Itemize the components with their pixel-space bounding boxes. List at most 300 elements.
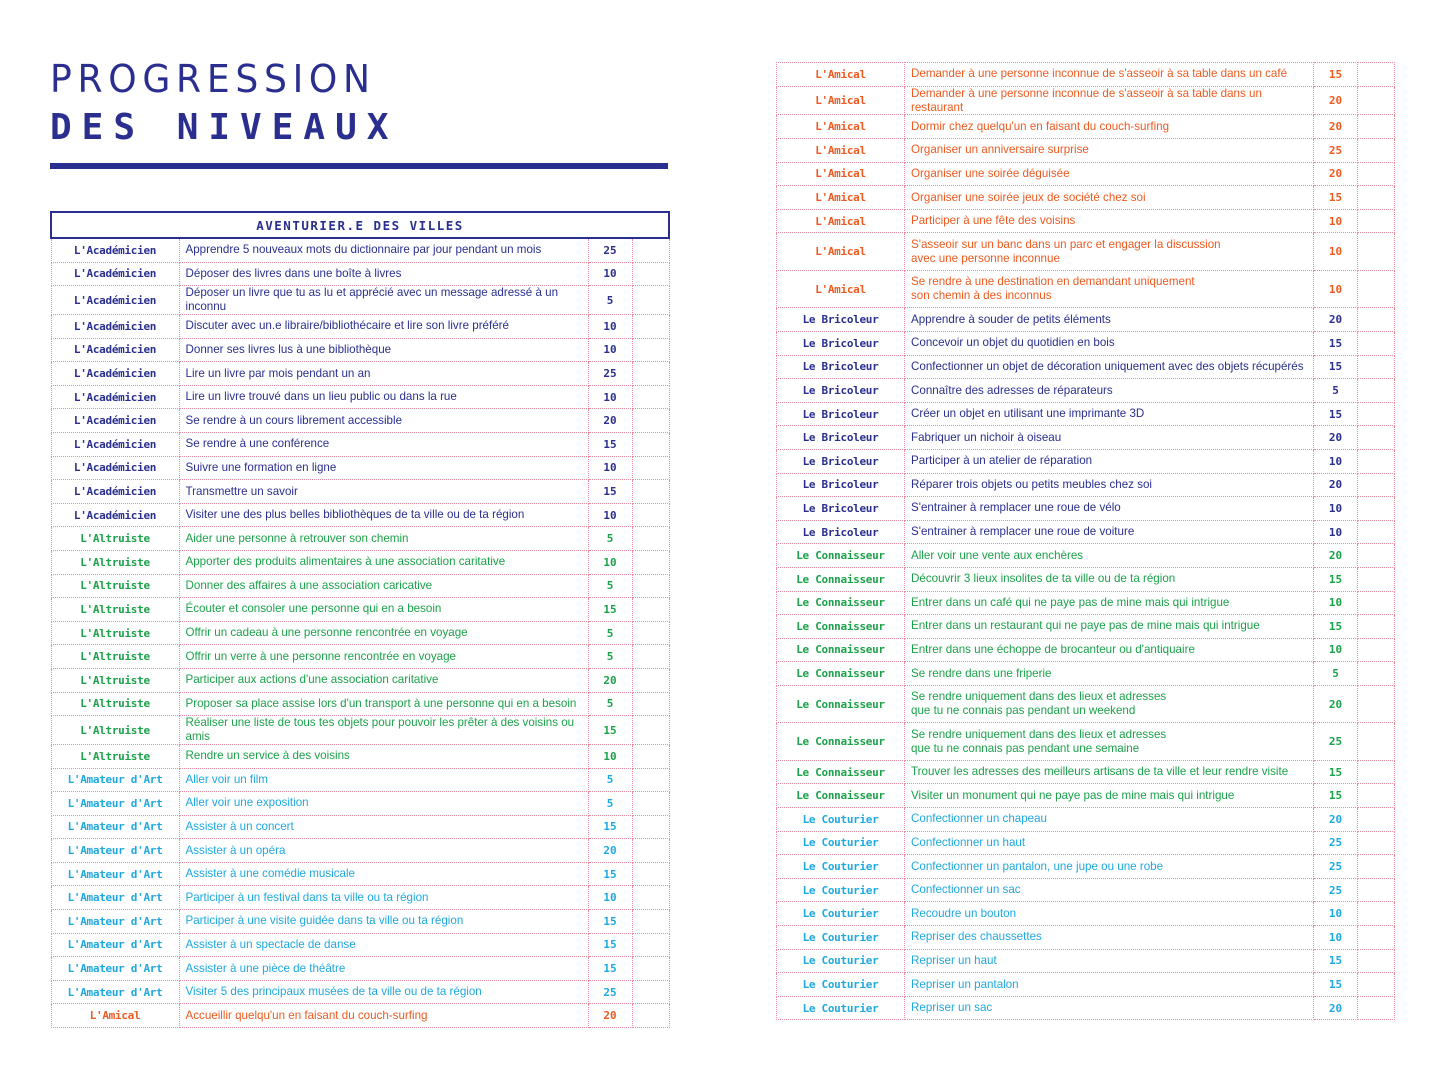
table-row [51,744,669,768]
empty-check-cell [632,621,669,645]
activity-cell: Repriser des chaussettes [905,926,1314,950]
points-cell: 10 [1314,902,1358,926]
table-row [51,792,669,816]
table-row [51,668,669,692]
table-row [51,645,669,669]
empty-check-cell [1358,186,1395,210]
points-cell: 10 [1314,520,1358,544]
category-cell: Le Couturier [777,902,905,926]
category-cell: L'Altruiste [51,527,179,551]
table-row [777,115,1395,139]
points-cell: 15 [1314,567,1358,591]
table-row [777,139,1395,163]
empty-check-cell [1358,115,1395,139]
table-row [777,544,1395,568]
points-cell: 10 [1314,638,1358,662]
empty-check-cell [1358,544,1395,568]
points-cell: 20 [1314,685,1358,723]
table-row [51,839,669,863]
empty-check-cell [632,385,669,409]
table-row [777,723,1395,761]
points-cell: 25 [1314,723,1358,761]
table-row [51,886,669,910]
table-row [777,878,1395,902]
empty-check-cell [632,862,669,886]
empty-check-cell [1358,973,1395,997]
category-cell: L'Amical [777,186,905,210]
table-row [777,473,1395,497]
category-cell: L'Amateur d'Art [51,862,179,886]
table-row [51,362,669,386]
points-cell: 10 [588,385,632,409]
empty-check-cell [632,432,669,456]
empty-check-cell [632,262,669,286]
activity-cell: Suivre une formation en ligne [179,456,588,480]
table-row [51,692,669,716]
points-cell: 10 [1314,209,1358,233]
category-cell: Le Bricoleur [777,497,905,521]
points-cell: 20 [1314,473,1358,497]
points-cell: 20 [1314,544,1358,568]
points-cell: 15 [1314,973,1358,997]
activity-cell: Assister à une pièce de théâtre [179,957,588,981]
empty-check-cell [632,480,669,504]
empty-check-cell [1358,402,1395,426]
category-cell: Le Connaisseur [777,615,905,639]
category-cell: L'Amical [777,115,905,139]
table-row [777,685,1395,723]
activity-cell: Repriser un haut [905,949,1314,973]
table-row [777,233,1395,271]
points-cell: 10 [1314,449,1358,473]
activity-cell: Participer aux actions d'une association caritative [179,668,588,692]
category-cell: L'Académicien [51,315,179,339]
activity-cell: Organiser une soirée déguisée [905,162,1314,186]
empty-check-cell [1358,139,1395,163]
empty-check-cell [632,744,669,768]
activity-cell: Assister à un spectacle de danse [179,933,588,957]
table-row [777,186,1395,210]
activity-cell: Discuter avec un.e libraire/bibliothécaire et lire son livre préféré [179,315,588,339]
empty-check-cell [632,668,669,692]
points-cell: 15 [1314,331,1358,355]
category-cell: L'Académicien [51,362,179,386]
category-cell: L'Altruiste [51,668,179,692]
activity-cell: Lire un livre par mois pendant un an [179,362,588,386]
category-cell: Le Connaisseur [777,591,905,615]
category-cell: L'Altruiste [51,621,179,645]
table-row [777,615,1395,639]
empty-check-cell [1358,831,1395,855]
activity-cell: Confectionner un chapeau [905,808,1314,832]
empty-check-cell [1358,723,1395,761]
category-cell: Le Bricoleur [777,402,905,426]
empty-check-cell [1358,449,1395,473]
points-cell: 5 [588,768,632,792]
activity-cell: Participer à une fête des voisins [905,209,1314,233]
empty-check-cell [1358,949,1395,973]
empty-check-cell [1358,638,1395,662]
activity-cell: Donner ses livres lus à une bibliothèque [179,338,588,362]
activity-cell: Réparer trois objets ou petits meubles chez soi [905,473,1314,497]
table-row [51,1004,669,1028]
category-cell: Le Connaisseur [777,662,905,686]
category-cell: Le Couturier [777,831,905,855]
empty-check-cell [632,792,669,816]
table-row [777,591,1395,615]
title-underline [50,163,668,169]
category-cell: L'Altruiste [51,744,179,768]
points-cell: 5 [588,645,632,669]
table-row [777,831,1395,855]
activity-cell: Concevoir un objet du quotidien en bois [905,331,1314,355]
category-cell: L'Amical [777,139,905,163]
empty-check-cell [632,338,669,362]
category-cell: Le Connaisseur [777,760,905,784]
table-row [777,162,1395,186]
empty-check-cell [1358,86,1395,115]
activity-cell: Aller voir une vente aux enchères [905,544,1314,568]
points-cell: 20 [1314,808,1358,832]
category-cell: L'Académicien [51,385,179,409]
points-cell: 15 [1314,355,1358,379]
category-cell: L'Amateur d'Art [51,768,179,792]
points-cell: 20 [588,668,632,692]
category-cell: Le Connaisseur [777,685,905,723]
empty-check-cell [1358,996,1395,1020]
empty-check-cell [1358,760,1395,784]
table-row [777,567,1395,591]
table-row [51,621,669,645]
points-cell: 5 [588,574,632,598]
activity-cell: Participer à une visite guidée dans ta ville ou ta région [179,910,588,934]
activity-cell: Découvrir 3 lieux insolites de ta ville ou de ta région [905,567,1314,591]
activity-cell: Se rendre à une conférence [179,432,588,456]
activity-cell: Créer un objet en utilisant une imprimante 3D [905,402,1314,426]
table-row [777,331,1395,355]
empty-check-cell [632,910,669,934]
empty-check-cell [1358,926,1395,950]
activity-cell: Assister à une comédie musicale [179,862,588,886]
empty-check-cell [1358,426,1395,450]
empty-check-cell [632,716,669,745]
activity-cell: Réaliser une liste de tous tes objets pour pouvoir les prêter à des voisins ou amis [179,716,588,745]
category-cell: L'Altruiste [51,716,179,745]
table-row [51,768,669,792]
empty-check-cell [1358,209,1395,233]
activity-cell: Écouter et consoler une personne qui en a besoin [179,598,588,622]
table-row [51,385,669,409]
category-cell: Le Couturier [777,949,905,973]
points-cell: 10 [588,262,632,286]
table-row [777,520,1395,544]
empty-check-cell [1358,615,1395,639]
points-cell: 25 [1314,878,1358,902]
empty-check-cell [632,315,669,339]
activity-cell: Participer à un festival dans ta ville ou ta région [179,886,588,910]
category-cell: L'Amateur d'Art [51,910,179,934]
category-cell: L'Amical [777,209,905,233]
empty-check-cell [1358,308,1395,332]
empty-check-cell [1358,662,1395,686]
category-cell: Le Bricoleur [777,449,905,473]
activity-cell: Entrer dans une échoppe de brocanteur ou d'antiquaire [905,638,1314,662]
category-cell: L'Altruiste [51,574,179,598]
table-row [51,910,669,934]
category-cell: Le Couturier [777,855,905,879]
category-cell: L'Amateur d'Art [51,957,179,981]
activity-cell: Visiter une des plus belles bibliothèques de ta ville ou de ta région [179,503,588,527]
table-row [777,308,1395,332]
category-cell: Le Connaisseur [777,544,905,568]
category-cell: Le Bricoleur [777,473,905,497]
table-row [777,355,1395,379]
table-row [51,933,669,957]
points-cell: 5 [588,621,632,645]
table-row [777,949,1395,973]
activity-cell: Transmettre un savoir [179,480,588,504]
activity-cell: S'entrainer à remplacer une roue de vélo [905,497,1314,521]
points-cell: 10 [588,550,632,574]
empty-check-cell [1358,520,1395,544]
empty-check-cell [632,550,669,574]
points-cell: 15 [1314,615,1358,639]
table-row [777,760,1395,784]
empty-check-cell [1358,855,1395,879]
activity-cell: Entrer dans un restaurant qui ne paye pas de mine mais qui intrigue [905,615,1314,639]
table-row [51,409,669,433]
table-row [51,957,669,981]
empty-check-cell [1358,784,1395,808]
table-row [777,63,1395,87]
table-row [777,379,1395,403]
activity-cell: Demander à une personne inconnue de s'asseoir à sa table dans un restaurant [905,86,1314,115]
empty-check-cell [632,645,669,669]
activity-cell: Se rendre dans une friperie [905,662,1314,686]
empty-check-cell [1358,162,1395,186]
activity-cell: Fabriquer un nichoir à oiseau [905,426,1314,450]
empty-check-cell [632,957,669,981]
table-row [51,456,669,480]
points-cell: 20 [1314,162,1358,186]
table-row [777,426,1395,450]
empty-check-cell [1358,902,1395,926]
points-cell: 20 [1314,996,1358,1020]
category-cell: L'Amical [777,233,905,271]
empty-check-cell [632,503,669,527]
table-row [51,980,669,1004]
category-cell: Le Bricoleur [777,355,905,379]
category-cell: Le Bricoleur [777,426,905,450]
table-row [777,996,1395,1020]
points-cell: 15 [588,862,632,886]
category-cell: Le Couturier [777,973,905,997]
category-cell: L'Amateur d'Art [51,792,179,816]
points-cell: 5 [588,527,632,551]
category-cell: L'Académicien [51,432,179,456]
points-cell: 10 [1314,233,1358,271]
points-cell: 15 [1314,402,1358,426]
category-cell: L'Académicien [51,238,179,262]
points-cell: 20 [588,1004,632,1028]
points-cell: 25 [588,362,632,386]
points-cell: 25 [588,980,632,1004]
points-cell: 10 [1314,270,1358,308]
category-cell: L'Amateur d'Art [51,980,179,1004]
empty-check-cell [1358,331,1395,355]
activity-cell: Entrer dans un café qui ne paye pas de mine mais qui intrigue [905,591,1314,615]
category-cell: Le Connaisseur [777,567,905,591]
category-cell: Le Couturier [777,926,905,950]
points-cell: 5 [588,286,632,315]
activity-cell: Confectionner un sac [905,878,1314,902]
empty-check-cell [632,456,669,480]
table-row [777,808,1395,832]
category-cell: L'Amateur d'Art [51,933,179,957]
category-cell: Le Couturier [777,878,905,902]
empty-check-cell [632,574,669,598]
activity-cell: Déposer des livres dans une boîte à livres [179,262,588,286]
category-cell: L'Académicien [51,286,179,315]
table-row [51,815,669,839]
levels-table-right [776,62,1395,1020]
points-cell: 25 [1314,139,1358,163]
activity-cell: Repriser un pantalon [905,973,1314,997]
table-row [777,926,1395,950]
category-cell: L'Amical [777,86,905,115]
activity-cell: Déposer un livre que tu as lu et apprécié avec un message adressé à un inconnu [179,286,588,315]
empty-check-cell [1358,473,1395,497]
empty-check-cell [632,286,669,315]
points-cell: 15 [1314,760,1358,784]
activity-cell: Proposer sa place assise lors d'un transport à une personne qui en a besoin [179,692,588,716]
points-cell: 25 [588,238,632,262]
page-title-line1: PROGRESSION [50,57,376,101]
points-cell: 20 [1314,115,1358,139]
table-row [777,973,1395,997]
empty-check-cell [632,598,669,622]
activity-cell: Organiser une soirée jeux de société chez soi [905,186,1314,210]
empty-check-cell [632,692,669,716]
category-cell: L'Académicien [51,503,179,527]
activity-cell: Confectionner un objet de décoration uniquement avec des objets récupérés [905,355,1314,379]
points-cell: 10 [588,744,632,768]
category-cell: L'Altruiste [51,645,179,669]
empty-check-cell [1358,270,1395,308]
points-cell: 10 [588,886,632,910]
table-row [51,238,669,262]
activity-cell: Demander à une personne inconnue de s'asseoir à sa table dans un café [905,63,1314,87]
empty-check-cell [632,980,669,1004]
table-row [777,497,1395,521]
points-cell: 10 [588,315,632,339]
activity-cell: Confectionner un haut [905,831,1314,855]
activity-cell: Se rendre uniquement dans des lieux et adresses que tu ne connais pas pendant un weekend [905,685,1314,723]
category-cell: L'Académicien [51,338,179,362]
table-row [51,432,669,456]
points-cell: 10 [1314,497,1358,521]
activity-cell: Participer à un atelier de réparation [905,449,1314,473]
points-cell: 5 [588,792,632,816]
empty-check-cell [1358,591,1395,615]
table-row [51,315,669,339]
category-cell: Le Bricoleur [777,331,905,355]
table-row [51,574,669,598]
activity-cell: Se rendre à un cours librement accessible [179,409,588,433]
empty-check-cell [1358,379,1395,403]
category-cell: L'Amical [777,162,905,186]
points-cell: 25 [1314,831,1358,855]
activity-cell: Connaître des adresses de réparateurs [905,379,1314,403]
points-cell: 15 [588,598,632,622]
points-cell: 15 [588,910,632,934]
activity-cell: Apporter des produits alimentaires à une association caritative [179,550,588,574]
category-cell: L'Amateur d'Art [51,839,179,863]
category-cell: Le Couturier [777,808,905,832]
page-title-line2: DES NIVEAUX [50,107,399,148]
points-cell: 20 [1314,426,1358,450]
points-cell: 10 [1314,591,1358,615]
table-row [777,855,1395,879]
table-row [777,270,1395,308]
category-cell: Le Bricoleur [777,308,905,332]
activity-cell: Organiser un anniversaire surprise [905,139,1314,163]
table-row [777,902,1395,926]
activity-cell: Se rendre uniquement dans des lieux et adresses que tu ne connais pas pendant une semaine [905,723,1314,761]
table-row [51,286,669,315]
activity-cell: Repriser un sac [905,996,1314,1020]
activity-cell: Rendre un service à des voisins [179,744,588,768]
activity-cell: Aider une personne à retrouver son chemin [179,527,588,551]
table-row [51,716,669,745]
activity-cell: Recoudre un bouton [905,902,1314,926]
category-cell: Le Couturier [777,996,905,1020]
table-row [51,550,669,574]
points-cell: 10 [588,456,632,480]
points-cell: 15 [1314,949,1358,973]
activity-cell: Trouver les adresses des meilleurs artisans de ta ville et leur rendre visite [905,760,1314,784]
activity-cell: Donner des affaires à une association caricative [179,574,588,598]
table-row [51,480,669,504]
points-cell: 20 [588,409,632,433]
category-cell: L'Amical [777,63,905,87]
section-header: AVENTURIER.E DES VILLES [51,212,669,238]
activity-cell: Visiter 5 des principaux musées de ta ville ou de ta région [179,980,588,1004]
activity-cell: Se rendre à une destination en demandant uniquement son chemin à des inconnus [905,270,1314,308]
category-cell: L'Académicien [51,456,179,480]
category-cell: L'Amical [777,270,905,308]
table-row [51,527,669,551]
table-row [777,784,1395,808]
activity-cell: Lire un livre trouvé dans un lieu public ou dans la rue [179,385,588,409]
points-cell: 10 [588,503,632,527]
category-cell: L'Amateur d'Art [51,815,179,839]
points-cell: 15 [1314,186,1358,210]
category-cell: Le Bricoleur [777,520,905,544]
activity-cell: Offrir un verre à une personne rencontrée en voyage [179,645,588,669]
table-row [777,209,1395,233]
empty-check-cell [632,238,669,262]
category-cell: L'Académicien [51,262,179,286]
category-cell: L'Altruiste [51,598,179,622]
activity-cell: Apprendre à souder de petits éléments [905,308,1314,332]
empty-check-cell [1358,685,1395,723]
empty-check-cell [1358,878,1395,902]
empty-check-cell [632,815,669,839]
empty-check-cell [1358,497,1395,521]
empty-check-cell [632,933,669,957]
category-cell: Le Connaisseur [777,723,905,761]
